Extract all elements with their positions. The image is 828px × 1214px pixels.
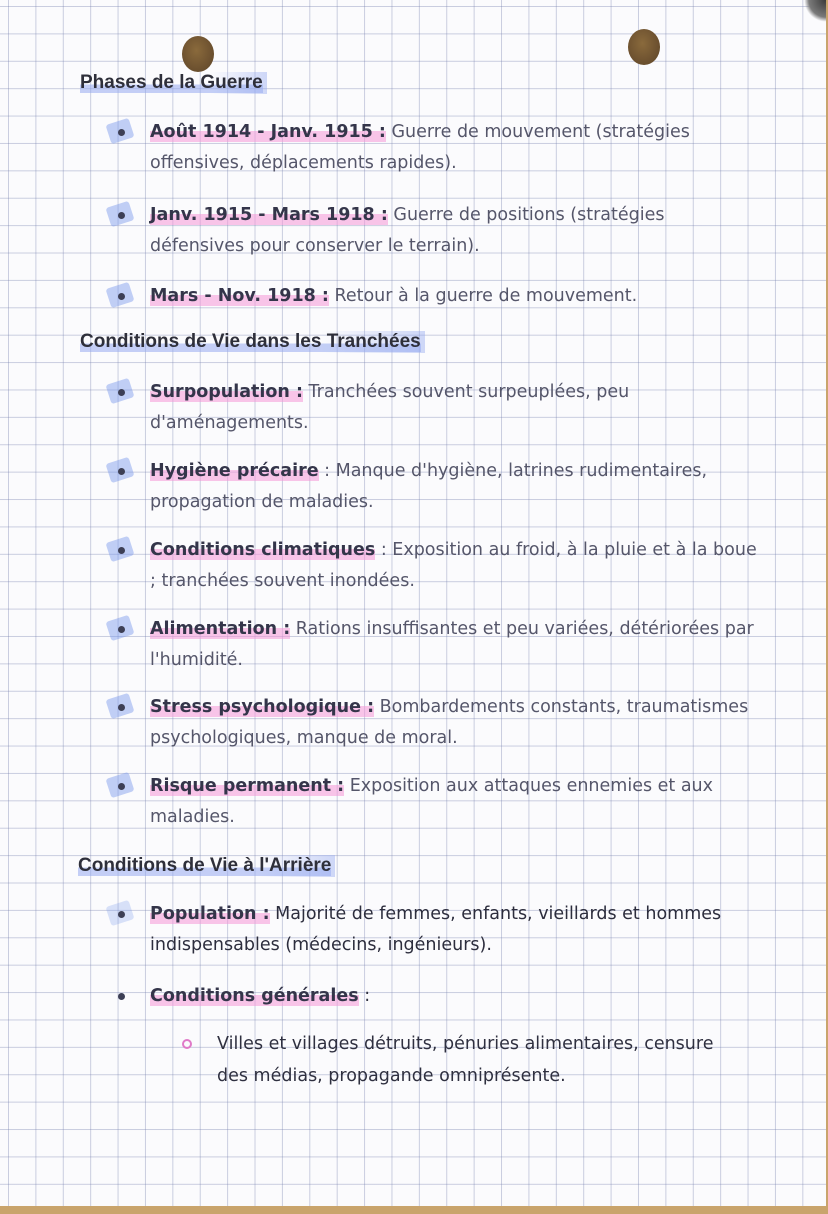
bullet-icon <box>118 212 125 219</box>
sub-list-item <box>217 1028 717 1092</box>
item-term: Conditions générales <box>150 986 359 1006</box>
list-item <box>150 981 760 1012</box>
item-description: : <box>358 986 371 1006</box>
bullet-icon <box>118 626 125 633</box>
list-item <box>150 614 760 676</box>
item-term: Stress psychologique : <box>150 697 375 717</box>
list-item <box>150 200 760 262</box>
item-description: Majorité de femmes, enfants, vieillards et hommes indispensables (médecins, ingénieurs). <box>150 904 722 955</box>
circle-bullet-icon <box>182 1039 192 1049</box>
item-description: Tranchées souvent surpeuplées, peu d'aménagements. <box>150 382 630 433</box>
item-term: Risque permanent : <box>150 776 345 796</box>
bullet-icon <box>118 389 125 396</box>
item-term: Janv. 1915 - Mars 1918 : <box>150 205 388 225</box>
item-description: Guerre de positions (stratégies défensives pour conserver le terrain). <box>150 205 665 256</box>
list-item <box>150 456 760 518</box>
list-item <box>150 899 760 961</box>
bullet-icon <box>118 293 125 300</box>
item-description: Bombardements constants, traumatismes psychologiques, manque de moral. <box>150 697 749 748</box>
list-item <box>150 117 760 179</box>
list-item <box>150 692 760 754</box>
section-title-arriere <box>78 855 335 877</box>
bullet-icon <box>118 783 125 790</box>
bullet-icon <box>118 704 125 711</box>
section-title-phases <box>80 72 267 94</box>
item-description: Exposition aux attaques ennemies et aux maladies. <box>150 776 713 827</box>
item-term: Août 1914 - Janv. 1915 : <box>150 122 386 142</box>
list-item <box>150 535 760 597</box>
item-description: : Exposition au froid, à la pluie et à la boue ; tranchées souvent inondées. <box>150 540 757 591</box>
item-description: Retour à la guerre de mouvement. <box>328 286 638 306</box>
section-title-tranchees <box>80 331 425 353</box>
item-description: Guerre de mouvement (stratégies offensives, déplacements rapides). <box>150 122 690 173</box>
bullet-icon <box>118 911 125 918</box>
item-term: Hygiène précaire <box>150 461 319 481</box>
item-description: : Manque d'hygiène, latrines rudimentaires, propagation de maladies. <box>150 461 708 512</box>
item-description: Rations insuffisantes et peu variées, détériorées par l'humidité. <box>150 619 754 670</box>
item-term: Surpopulation : <box>150 382 303 402</box>
sub-item-text: Villes et villages détruits, pénuries alimentaires, censure des médias, propagande omniprésente. <box>217 1034 714 1086</box>
bullet-icon <box>118 129 125 136</box>
section-title-text: Conditions de Vie dans les Tranchées <box>80 331 421 352</box>
binder-hole <box>628 29 660 65</box>
binder-hole <box>182 36 214 72</box>
bullet-icon <box>118 993 125 1000</box>
section-title-text: Phases de la Guerre <box>80 72 263 93</box>
section-title-text: Conditions de Vie à l'Arrière <box>78 855 332 876</box>
list-item <box>150 377 760 439</box>
item-term: Population : <box>150 904 270 924</box>
page-corner-shadow <box>804 0 826 22</box>
item-term: Alimentation : <box>150 619 291 639</box>
item-term: Mars - Nov. 1918 : <box>150 286 329 306</box>
list-item <box>150 281 760 312</box>
bullet-icon <box>118 547 125 554</box>
list-item <box>150 771 760 833</box>
bullet-icon <box>118 468 125 475</box>
item-term: Conditions climatiques <box>150 540 376 560</box>
